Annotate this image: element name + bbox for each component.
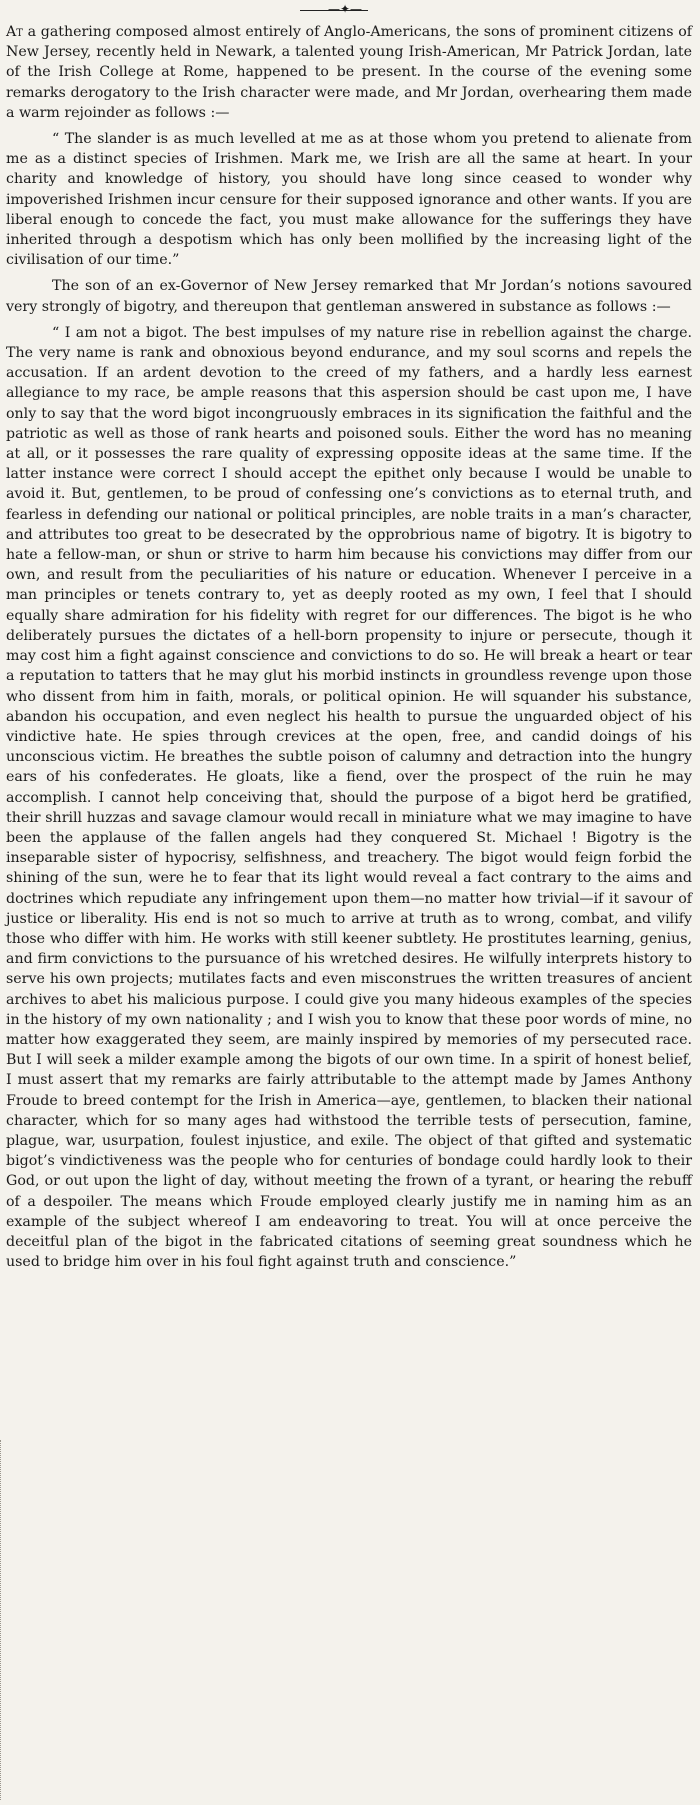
paragraph-governor-remark: The son of an ex-Governor of New Jersey remarked that Mr Jordan’s notions savoured very strongly of bigotry, and thereupon that gentleman answered in substance as follows :— [6, 278, 692, 315]
paragraph-intro [6, 22, 692, 123]
section-ornament-rule [300, 2, 368, 16]
article-column [6, 22, 692, 1272]
rule-ornament: —✦— [328, 2, 363, 16]
paragraph-first-rejoinder: “ The slander is as much levelled at me as at those whom you pretend to alienate from me as a distinct species of Irishmen. Mark me, we Irish are all the same at heart. In your charity and knowledge of history, you should have long since ceased to wonder why impoverished Irishmen incur censure for their supposed ignorance and other wants. If you are liberal enough to concede the fact, you must make allowance for the sufferings they have inherited through a despotism which has only been mollified by the increasing light of the civilisation of our time.” [6, 131, 692, 269]
paragraph-intro-text: a gathering composed almost entirely of Anglo-Americans, the sons of prominent citizens of New Jersey, recently held in Newark, a talented young Irish-American, Mr Patrick Jordan, late of the Irish College at Rome, happened to be present. In the course of the evening some remarks derogatory to the Irish character were made, and Mr Jordan, overhearing them made a warm rejoinder as follows :— [6, 24, 692, 121]
paragraph-bigot-reply: “ I am not a bigot. The best impulses of my nature rise in rebellion against the charge. The very name is rank and obnoxious beyond endurance, and my soul scorns and repels the accusation. If an ardent devotion to the creed of my fathers, and a hardly less earnest allegiance to my race, be ample reasons that this aspersion should be cast upon me, I have only to say that the word bigot incongruously embraces in its signification the faithful and the patriotic as well as those of rank hearts and poisoned souls. Either the word has no meaning at all, or it possesses the rare quality of expressing opposite ideas at the same time. If the latter instance were correct I should accept the epithet only because I would be unable to avoid it. But, gentlemen, to be proud of confessing one’s convictions as to eternal truth, and fearless in defending our national or political principles, are noble traits in a man’s character, and attributes too great to be desecrated by the opprobrious name of bigotry. It is bigotry to hate a fellow-man, or shun or strive to harm him because his convictions may differ from our own, and result from the peculiarities of his nature or education. Whenever I perceive in a man principles or tenets contrary to, yet as deeply rooted as my own, I feel that I should equally share admiration for his fidelity with regret for our differences. The bigot is he who deliberately pursues the dictates of a hell-born propensity to injure or persecute, though it may cost him a fight against conscience and convictions to do so. He will break a heart or tear a reputation to tatters that he may glut his morbid instincts in groundless revenge upon those who dissent from him in faith, morals, or political opinion. He will squander his substance, abandon his occupation, and even neglect his health to pursue the unguarded object of his vindictive hate. He spies through crevices at the open, free, and candid doings of his unconscious victim. He breathes the subtle poison of calumny and detraction into the hungry ears of his confederates. He gloats, like a fiend, over the prospect of the ruin he may accomplish. I cannot help conceiving that, should the purpose of a bigot herd be gratified, their shrill huzzas and savage clamour would recall in miniature what we may imagine to have been the applause of the fallen angels had they conquered St. Michael ! Bigotry is the inseparable sister of hypocrisy, selfishness, and treachery. The bigot would feign forbid the shining of the sun, were he to fear that its light would reveal a fact contrary to the aims and doctrines which repudiate any infringement upon them—no matter how trivial—if it savour of justice or liberality. His end is not so much to arrive at truth as to wrong, combat, and vilify those who differ with him. He works with still keener subtlety. He prostitutes learning, genius, and firm convictions to the pursuance of his wretched desires. He wilfully interprets history to serve his own projects; mutilates facts and even misconstrues the written treasures of ancient archives to abet his malicious purpose. I could give you many hideous examples of the species in the history of my own nationality ; and I wish you to know that these poor words of mine, no matter how exaggerated they seem, are mainly inspired by memories of my persecuted race. But I will seek a milder example among the bigots of our own time. In a spirit of honest belief, I must assert that my remarks are fairly attributable to the attempt made by James Anthony Froude to breed contempt for the Irish in America—aye, gentlemen, to blacken their national character, which for so many ages had withstood the terrible tests of persecution, famine, plague, war, usurpation, foulest injustice, and exile. The object of that gifted and systematic bigot’s vindictiveness was the people who for centuries of bondage could hardly look to their God, or out upon the light of day, without meeting the frown of a tyrant, or hearing the rebuff of a despoiler. The means which Froude employed clearly justify me in naming him as an example of the subject whereof I am endeavoring to treat. You will at once perceive the deceitful plan of the bigot in the fabricated citations of seeming great soundness which he used to bridge him over in his foul fight against truth and conscience.” [6, 324, 692, 1271]
column-edge-marks [0, 1440, 5, 1800]
drop-lead: At [6, 24, 23, 40]
